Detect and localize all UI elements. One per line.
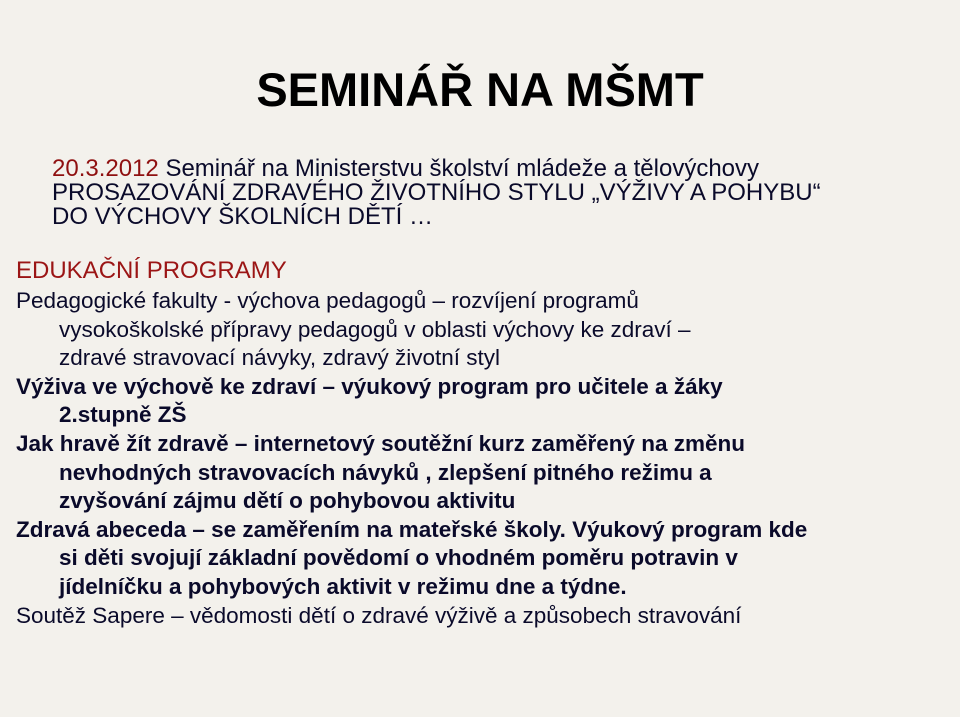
body-line: si děti svojují základní povědomí o vhodném poměru potravin v — [59, 545, 738, 571]
body-line: Pedagogické fakulty - výchova pedagogů – rozvíjení programů — [16, 288, 639, 313]
body-line: 2.stupně ZŠ — [59, 402, 187, 428]
body-line: Výživa ve výchově ke zdraví – výukový program pro učitele a žáky — [16, 373, 723, 399]
body-line: Jak hravě žít zdravě – internetový soutěžní kurz zaměřený na změnu — [16, 430, 746, 456]
body-line: jídelníčku a pohybových aktivit v režimu dne a týdne. — [59, 573, 627, 599]
body-line: nevhodných stravovacích návyků , zlepšení pitného režimu a — [59, 459, 712, 485]
intro-line-2: PROSAZOVÁNÍ ZDRAVÉHO ŽIVOTNÍHO STYLU „VÝŽIVY A POHYBU“ — [52, 179, 821, 206]
intro-paragraph — [52, 157, 821, 229]
intro-date: 20.3.2012 — [52, 155, 159, 182]
section-heading: EDUKAČNÍ PROGRAMY — [16, 257, 287, 284]
body-line: Zdravá abeceda – se zaměřením na mateřské školy. Výukový program kde — [16, 516, 808, 542]
programs-list — [16, 287, 807, 630]
body-line: vysokoškolské přípravy pedagogů v oblasti výchovy ke zdraví – — [59, 316, 691, 342]
intro-line-1 — [52, 157, 821, 181]
body-line: zvyšování zájmu dětí o pohybovou aktivitu — [59, 488, 516, 514]
intro-line-3: DO VÝCHOVY ŠKOLNÍCH DĚTÍ … — [52, 203, 433, 230]
intro-line-1-text: Seminář na Ministerstvu školství mládeže a tělovýchovy — [158, 155, 760, 182]
slide-title: SEMINÁŘ NA MŠMT — [256, 63, 704, 116]
body-line: zdravé stravovací návyky, zdravý životní styl — [59, 345, 500, 371]
body-line: Soutěž Sapere – vědomosti dětí o zdravé výživě a způsobech stravování — [16, 602, 742, 628]
